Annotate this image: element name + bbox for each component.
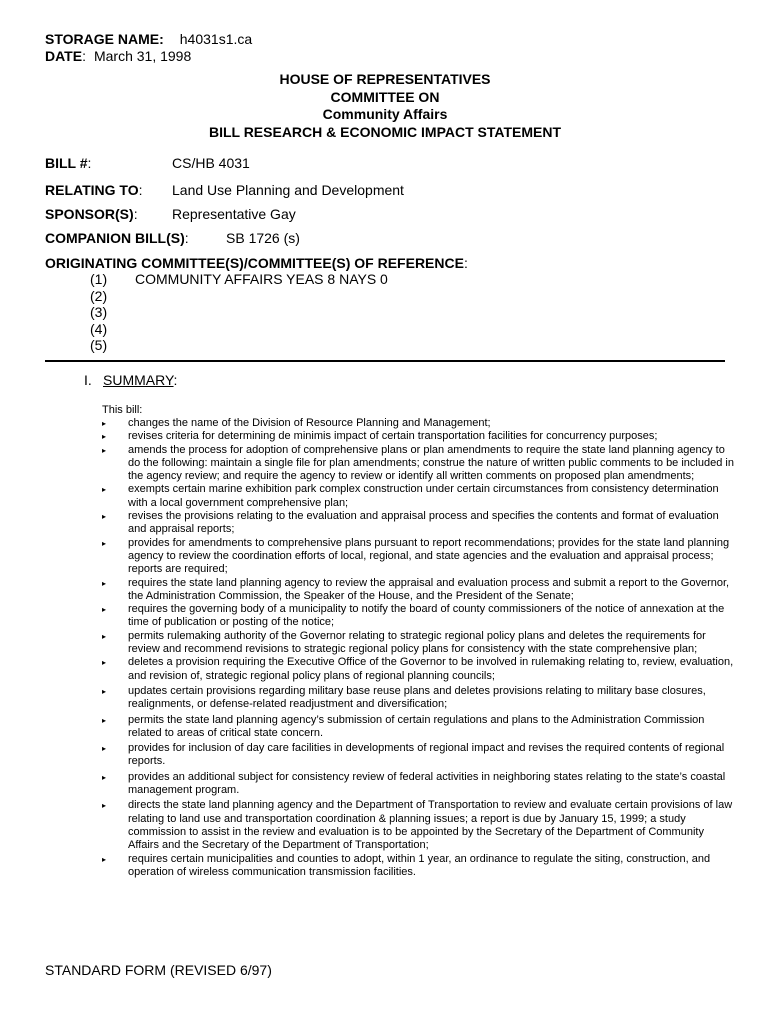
summary-bullet-text: requires the governing body of a municipality to notify the board of county commissioners of the notice of annexation at the time of publication or posting of the notice; bbox=[128, 603, 725, 629]
summary-bullet-text: requires certain municipalities and counties to adopt, within 1 year, an ordinance to regulate the siting, construction, and operation of wireless communication transmission facilities. bbox=[128, 852, 711, 878]
bullet-arrow-icon: ▸ bbox=[102, 578, 107, 588]
reference-number: (3) bbox=[90, 304, 108, 320]
summary-bullet-text: updates certain provisions regarding military base reuse plans and deletes provisions relating to military base closures, realignments, or defense-related readjustment and diversification; bbox=[128, 684, 706, 711]
summary-number: I. bbox=[84, 372, 92, 388]
summary-intro: This bill: bbox=[102, 404, 143, 416]
storage-name-value: h4031s1.ca bbox=[179, 31, 253, 47]
bullet-arrow-icon: ▸ bbox=[102, 432, 107, 442]
summary-bullet-text: permits rulemaking authority of the Governor relating to strategic regional policy plans and deletes the requirements for review and recommend revisions to strategic regional policy plans for consistency with the state comprehensive plan; bbox=[128, 629, 706, 656]
summary-bullet-text: deletes a provision requiring the Executive Office of the Governor to be involved in rulemaking relating to, review, evaluation, and revision of, strategic regional policy plans of regional planning councils; bbox=[128, 656, 734, 682]
bullet-arrow-icon: ▸ bbox=[102, 485, 107, 495]
bill-number-row: BILL #: CS/HB 4031 bbox=[45, 155, 250, 171]
bill-number-value: CS/HB 4031 bbox=[172, 155, 250, 171]
bullet-arrow-icon: ▸ bbox=[102, 658, 107, 668]
summary-bullet-text: provides for amendments to comprehensive plans pursuant to report recommendations; provides for the state land planning agency to review the coordination efforts of local, regional, and state agencies and the evaluation and appraisal process; reports are required; bbox=[128, 536, 730, 576]
summary-bullet-text: permits the state land planning agency’s submission of certain regulations and plans to the Administration Commission related to areas of critical state concern. bbox=[128, 713, 705, 739]
summary-bullet-text: directs the state land planning agency and the Department of Transportation to review and evaluate certain provisions of law relating to land use and transportation coordination & planning issues; a report is due by January 15, 1999; a study commission to assist in the review and evaluation is to be appointed by the Secretary of the Department of Community Affairs and the Secretary of the Department of Transportation; bbox=[128, 799, 733, 852]
bullet-arrow-icon: ▸ bbox=[102, 744, 107, 754]
relating-to-label: RELATING TO bbox=[45, 182, 139, 198]
bill-number-label: BILL # bbox=[45, 155, 88, 171]
reference-number: (5) bbox=[90, 337, 108, 353]
reference-number: (2) bbox=[90, 287, 108, 304]
summary-bullet-item bbox=[102, 577, 734, 604]
relating-to-value: Land Use Planning and Development bbox=[172, 182, 404, 198]
sponsor-label: SPONSOR(S) bbox=[45, 206, 134, 222]
summary-bullet-item bbox=[102, 430, 734, 443]
reference-item bbox=[90, 271, 388, 288]
summary-bullet-item bbox=[102, 483, 734, 510]
title-line-4: BILL RESEARCH & ECONOMIC IMPACT STATEMENT bbox=[208, 123, 562, 140]
bullet-arrow-icon: ▸ bbox=[102, 772, 107, 782]
summary-bullet-list bbox=[102, 417, 734, 879]
title-line-2: COMMITTEE ON bbox=[330, 88, 440, 105]
summary-bullet-item bbox=[102, 714, 734, 741]
summary-heading: I. SUMMARY: bbox=[84, 372, 178, 388]
reference-number: (1) bbox=[90, 271, 108, 287]
summary-bullet-item bbox=[102, 444, 734, 484]
relating-to-row: RELATING TO: Land Use Planning and Development bbox=[45, 182, 404, 198]
summary-bullet-item bbox=[102, 853, 734, 880]
summary-bullet-text: amends the process for adoption of comprehensive plans or plan amendments to require the state land planning agency to do the following: maintain a single file for plan amendments; construe the nature of written public comments to be included in the agency review; and require the agency to review or identify all written comments on proposed plan amendments; bbox=[128, 443, 734, 483]
title-line-3: Community Affairs bbox=[322, 106, 448, 122]
summary-bullet-text: provides for inclusion of day care facilities in developments of regional impact and revises the required contents of regional reports. bbox=[128, 742, 725, 768]
document-title bbox=[0, 71, 770, 141]
bullet-arrow-icon: ▸ bbox=[102, 445, 107, 455]
summary-bullet-item bbox=[102, 603, 734, 630]
storage-info bbox=[45, 31, 252, 65]
reference-number: (4) bbox=[90, 320, 108, 337]
companion-bill-label: COMPANION BILL(S) bbox=[45, 230, 185, 246]
reference-item bbox=[90, 337, 388, 354]
summary-bullet-item bbox=[102, 510, 734, 537]
bullet-arrow-icon: ▸ bbox=[102, 631, 107, 641]
bullet-arrow-icon: ▸ bbox=[102, 419, 107, 428]
summary-bullet-text: revises the provisions relating to the evaluation and appraisal process and specifies the contents and format of evaluation and appraisal reports; bbox=[128, 510, 719, 536]
summary-bullet-item bbox=[102, 742, 734, 769]
bullet-arrow-icon: ▸ bbox=[102, 538, 107, 548]
bullet-arrow-icon: ▸ bbox=[102, 512, 107, 522]
storage-name-line: STORAGE NAME: h4031s1.ca bbox=[45, 31, 253, 47]
committee-reference-list bbox=[90, 271, 388, 354]
title-line-1: HOUSE OF REPRESENTATIVES bbox=[279, 71, 491, 87]
date-label: DATE bbox=[45, 48, 83, 64]
reference-item bbox=[90, 288, 388, 305]
horizontal-divider bbox=[45, 360, 725, 362]
summary-title: SUMMARY bbox=[103, 372, 174, 388]
summary-bullet-item bbox=[102, 537, 734, 577]
summary-bullet-text: provides an additional subject for consistency review of federal activities in neighboring states relating to the state’s coastal management program. bbox=[128, 770, 726, 797]
summary-bullet-item bbox=[102, 656, 734, 683]
summary-bullet-text: exempts certain marine exhibition park complex construction under certain circumstances from consistency determination with a local government comprehensive plan; bbox=[128, 483, 719, 509]
summary-bullet-item bbox=[102, 771, 734, 798]
reference-text: COMMUNITY AFFAIRS YEAS 8 NAYS 0 bbox=[135, 271, 388, 287]
committee-reference-heading: ORIGINATING COMMITTEE(S)/COMMITTEE(S) OF REFERENCE: bbox=[45, 255, 468, 271]
bullet-arrow-icon: ▸ bbox=[102, 801, 107, 811]
bullet-arrow-icon: ▸ bbox=[102, 605, 107, 615]
reference-item bbox=[90, 304, 388, 321]
date-line: DATE: March 31, 1998 bbox=[45, 48, 192, 64]
sponsor-value: Representative Gay bbox=[172, 206, 296, 222]
summary-bullet-text: requires the state land planning agency to review the appraisal and evaluation process and submit a report to the Governor, the Administration Commission, the Speaker of the House, and the President of the Senate; bbox=[128, 576, 730, 602]
summary-bullet-item bbox=[102, 417, 734, 430]
sponsor-row: SPONSOR(S): Representative Gay bbox=[45, 206, 296, 222]
summary-bullet-text: changes the name of the Division of Resource Planning and Management; bbox=[128, 417, 491, 429]
summary-bullet-text: revises criteria for determining de minimis impact of certain transportation facilities for concurrency purposes; bbox=[128, 430, 658, 443]
summary-bullet-item bbox=[102, 630, 734, 657]
date-value: March 31, 1998 bbox=[93, 48, 192, 64]
companion-bill-value: SB 1726 (s) bbox=[226, 230, 300, 246]
footer-form-label: STANDARD FORM (REVISED 6/97) bbox=[45, 962, 272, 978]
storage-name-label: STORAGE NAME bbox=[45, 31, 160, 47]
summary-bullet-item bbox=[102, 799, 734, 852]
bullet-arrow-icon: ▸ bbox=[102, 715, 107, 725]
companion-bill-row: COMPANION BILL(S): SB 1726 (s) bbox=[45, 230, 300, 246]
bullet-arrow-icon: ▸ bbox=[102, 854, 107, 864]
bullet-arrow-icon: ▸ bbox=[102, 686, 107, 696]
reference-item bbox=[90, 321, 388, 338]
summary-bullet-item bbox=[102, 685, 734, 712]
